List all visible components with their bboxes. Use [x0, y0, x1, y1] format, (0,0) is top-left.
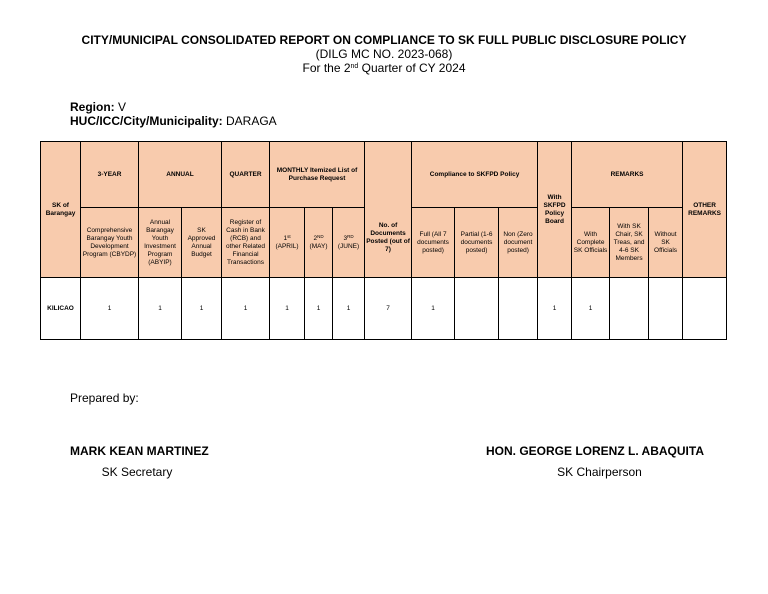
report-header — [0, 33, 768, 75]
secretary-role: SK Secretary — [101, 465, 173, 479]
lgu-value: DARAGA — [222, 114, 277, 128]
cell-may: 1 — [305, 278, 333, 340]
cell-full: 1 — [412, 278, 455, 340]
cell-with-complete-officials: 1 — [572, 278, 610, 340]
lgu-label: HUC/ICC/City/Municipality: — [70, 114, 223, 128]
report-period-suffix: Quarter of CY 2024 — [358, 61, 466, 75]
chairperson-name: HON. GEORGE LORENZ L. ABAQUITA — [486, 444, 704, 458]
header-remarks: REMARKS — [572, 142, 683, 208]
subheader-cbydp: Comprehensive Barangay Youth Development Program (CBYDP) — [81, 208, 139, 278]
memo-circular-number: (DILG MC NO. 2023-068) — [315, 47, 453, 61]
region-label: Region: — [70, 100, 115, 114]
cell-docs-posted: 7 — [365, 278, 412, 340]
cell-rcb: 1 — [222, 278, 270, 340]
subheader-abyip: Annual Barangay Youth Investment Program (ABYIP) — [139, 208, 182, 278]
subheader-month-april: 1st (APRIL) — [270, 208, 305, 278]
chairperson-role: SK Chairperson — [557, 465, 642, 479]
header-row-main — [41, 142, 727, 208]
cell-sk-budget: 1 — [182, 278, 222, 340]
report-meta — [70, 100, 277, 128]
subheader-with-complete-officials: With Complete SK Officials — [572, 208, 610, 278]
cell-april: 1 — [270, 278, 305, 340]
subheader-with-chair-treas-members: With SK Chair, SK Treas, and 4-6 SK Members — [610, 208, 649, 278]
cell-barangay: KILICAO — [41, 278, 81, 340]
cell-without-officials — [649, 278, 683, 340]
cell-with-policy-board: 1 — [538, 278, 572, 340]
region-line — [70, 100, 277, 114]
header-other-remarks: OTHER REMARKS — [683, 142, 727, 278]
header-docs-posted: No. of Documents Posted (out of 7) — [365, 142, 412, 278]
report-period-prefix: For the 2 — [302, 61, 351, 75]
cell-abyip: 1 — [139, 278, 182, 340]
table-row — [41, 278, 727, 340]
lgu-line — [70, 114, 277, 128]
report-period-ordinal: nd — [350, 63, 359, 70]
cell-partial — [455, 278, 499, 340]
subheader-non: Non (Zero document posted) — [499, 208, 538, 278]
cell-other-remarks — [683, 278, 727, 340]
cell-cbydp: 1 — [81, 278, 139, 340]
subheader-without-officials: Without SK Officials — [649, 208, 683, 278]
subheader-full: Full (All 7 documents posted) — [412, 208, 455, 278]
report-period — [0, 61, 768, 75]
header-monthly: MONTHLY Itemized List of Purchase Request — [270, 142, 365, 208]
header-with-policy-board: With SKFPD Policy Board — [538, 142, 572, 278]
subheader-month-june: 3RD (JUNE) — [333, 208, 365, 278]
cell-with-chair-treas-members — [610, 278, 649, 340]
header-compliance: Compliance to SKFPD Policy — [412, 142, 538, 208]
compliance-table — [40, 141, 727, 340]
subheader-partial: Partial (1-6 documents posted) — [455, 208, 499, 278]
header-quarter: QUARTER — [222, 142, 270, 208]
header-three-year: 3-YEAR — [81, 142, 139, 208]
subheader-month-may: 2ND (MAY) — [305, 208, 333, 278]
cell-non — [499, 278, 538, 340]
secretary-name: MARK KEAN MARTINEZ — [70, 444, 209, 458]
region-value: V — [114, 100, 127, 114]
header-annual: ANNUAL — [139, 142, 222, 208]
header-sk-of-barangay: SK of Barangay — [41, 142, 81, 278]
report-title: CITY/MUNICIPAL CONSOLIDATED REPORT ON COMPLIANCE TO SK FULL PUBLIC DISCLOSURE POLICY — [81, 33, 687, 47]
subheader-sk-budget: SK Approved Annual Budget — [182, 208, 222, 278]
cell-june: 1 — [333, 278, 365, 340]
prepared-by-label: Prepared by: — [70, 391, 139, 405]
subheader-rcb: Register of Cash in Bank (RCB) and other Related Financial Transactions — [222, 208, 270, 278]
